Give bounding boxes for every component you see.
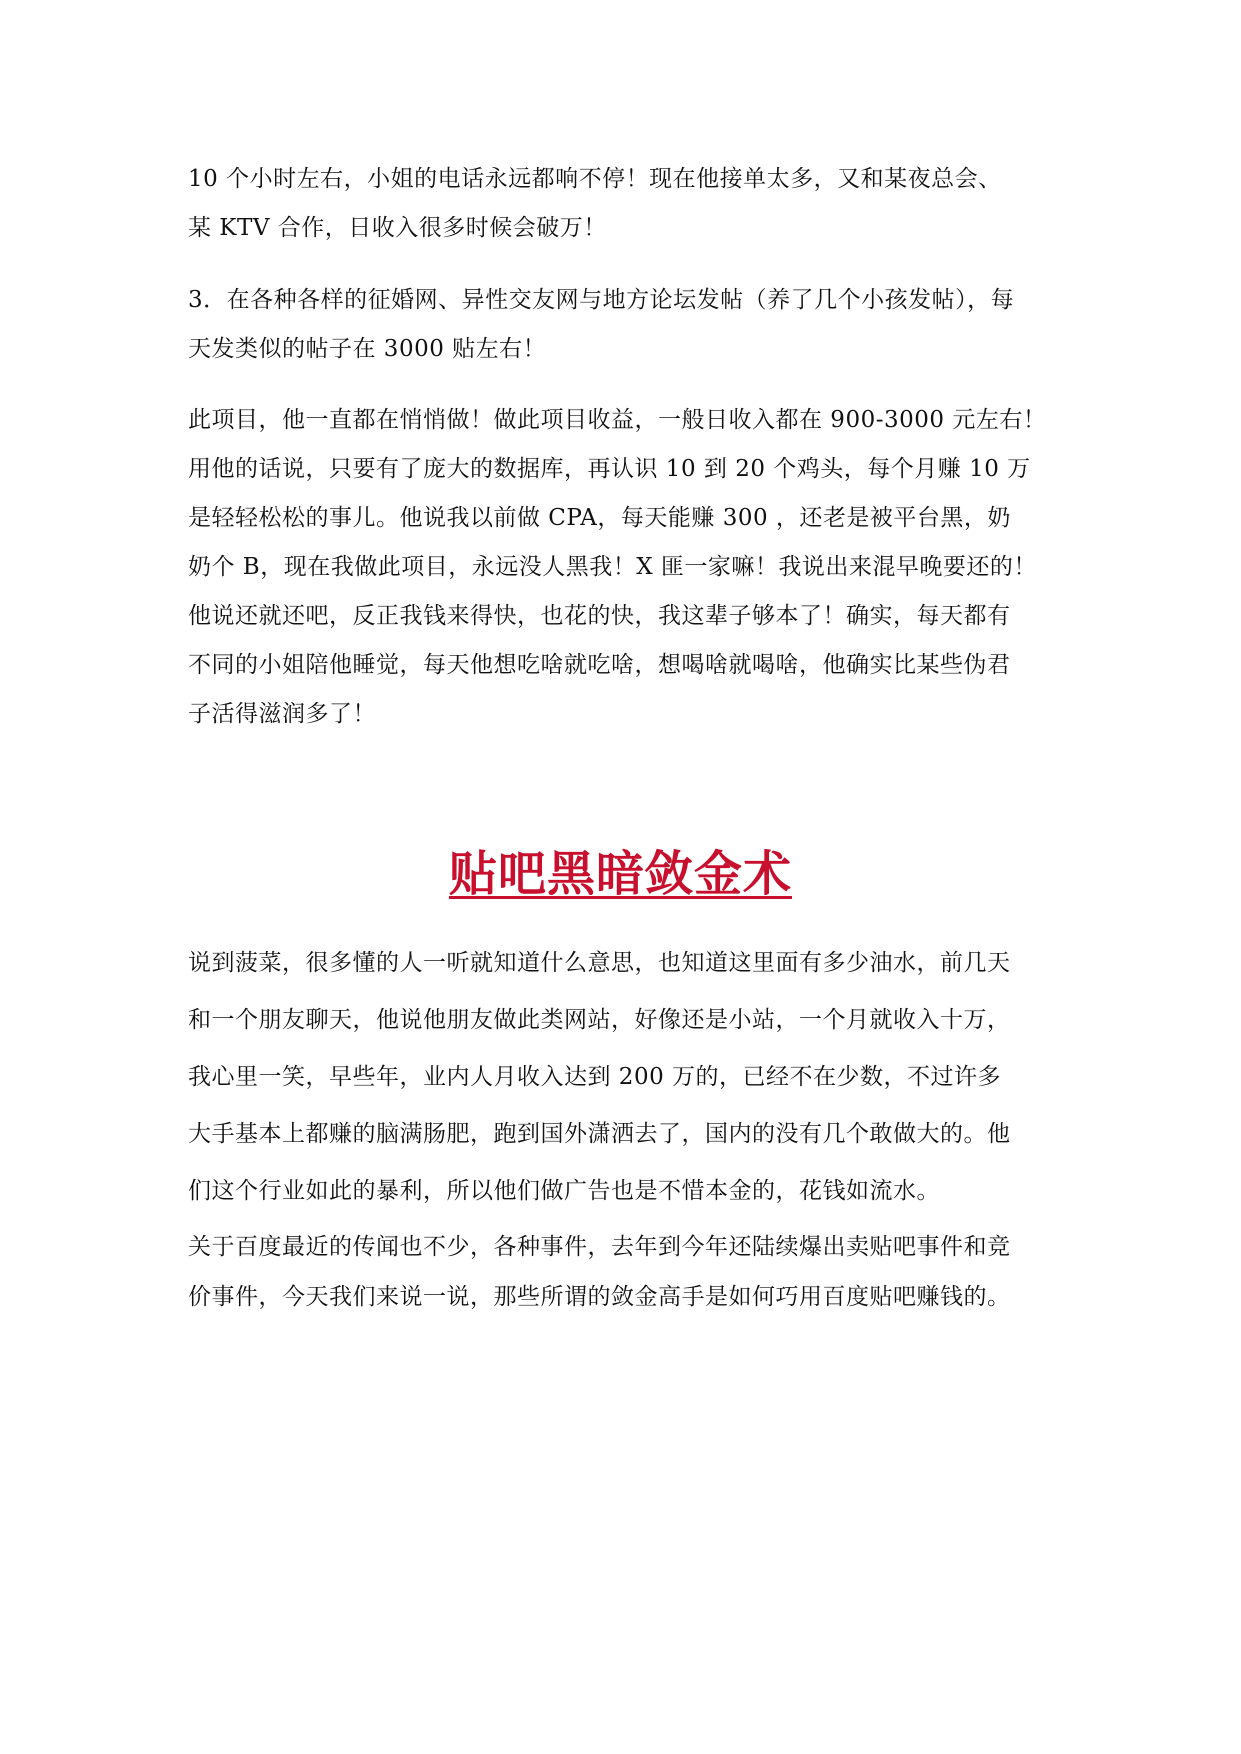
text-line: 用他的话说，只要有了庞大的数据库，再认识 10 到 20 个鸡头，每个月赚 10 万: [188, 456, 1031, 482]
text-line: 们这个行业如此的暴利，所以他们做广告也是不惜本金的，花钱如流水。: [188, 1178, 940, 1204]
text-line: 是轻轻松松的事儿。他说我以前做 CPA，每天能赚 300 ，还老是被平台黑，奶: [188, 505, 1011, 531]
text-line: 他说还就还吧，反正我钱来得快，也花的快，我这辈子够本了！确实，每天都有: [188, 603, 1011, 629]
paragraph-project: [188, 396, 1053, 739]
text-line: 和一个朋友聊天，他说他朋友做此类网站，好像还是小站，一个月就收入十万，: [188, 1007, 1011, 1033]
text-line: 某 KTV 合作，日收入很多时候会破万！: [188, 215, 607, 241]
section-heading: 贴吧黑暗敛金术: [448, 846, 792, 902]
text-line: 价事件，今天我们来说一说，那些所谓的敛金高手是如何巧用百度贴吧赚钱的。: [188, 1284, 1011, 1310]
text-line: 此项目，他一直都在悄悄做！做此项目收益，一般日收入都在 900-3000 元左右！: [188, 407, 1047, 433]
text-line: 天发类似的帖子在 3000 贴左右！: [188, 336, 547, 362]
text-line: 说到菠菜，很多懂的人一听就知道什么意思，也知道这里面有多少油水，前几天: [188, 950, 1011, 976]
paragraph-spinach: [188, 935, 1053, 1220]
text-line: 奶个 B，现在我做此项目，永远没人黑我！X 匪一家嘛！我说出来混早晚要还的！: [188, 554, 1037, 580]
text-line: 不同的小姐陪他睡觉，每天他想吃啥就吃啥，想喝啥就喝啥，他确实比某些伪君: [188, 652, 1011, 678]
text-line: 10 个小时左右，小姐的电话永远都响不停！现在他接单太多，又和某夜总会、: [188, 166, 1002, 192]
paragraph-income: [188, 155, 1053, 253]
text-line: 我心里一笑，早些年，业内人月收入达到 200 万的，已经不在少数，不过许多: [188, 1064, 1002, 1090]
text-line: 子活得滋润多了！: [188, 701, 376, 727]
text-line: 大手基本上都赚的脑满肠肥，跑到国外潇洒去了，国内的没有几个敢做大的。他: [188, 1121, 1011, 1147]
paragraph-baidu: [188, 1222, 1053, 1322]
paragraph-point-3: [188, 276, 1053, 374]
text-line: 关于百度最近的传闻也不少，各种事件，去年到今年还陆续爆出卖贴吧事件和竞: [188, 1234, 1011, 1260]
text-line: 3．在各种各样的征婚网、异性交友网与地方论坛发帖（养了几个小孩发帖），每: [188, 287, 1015, 313]
